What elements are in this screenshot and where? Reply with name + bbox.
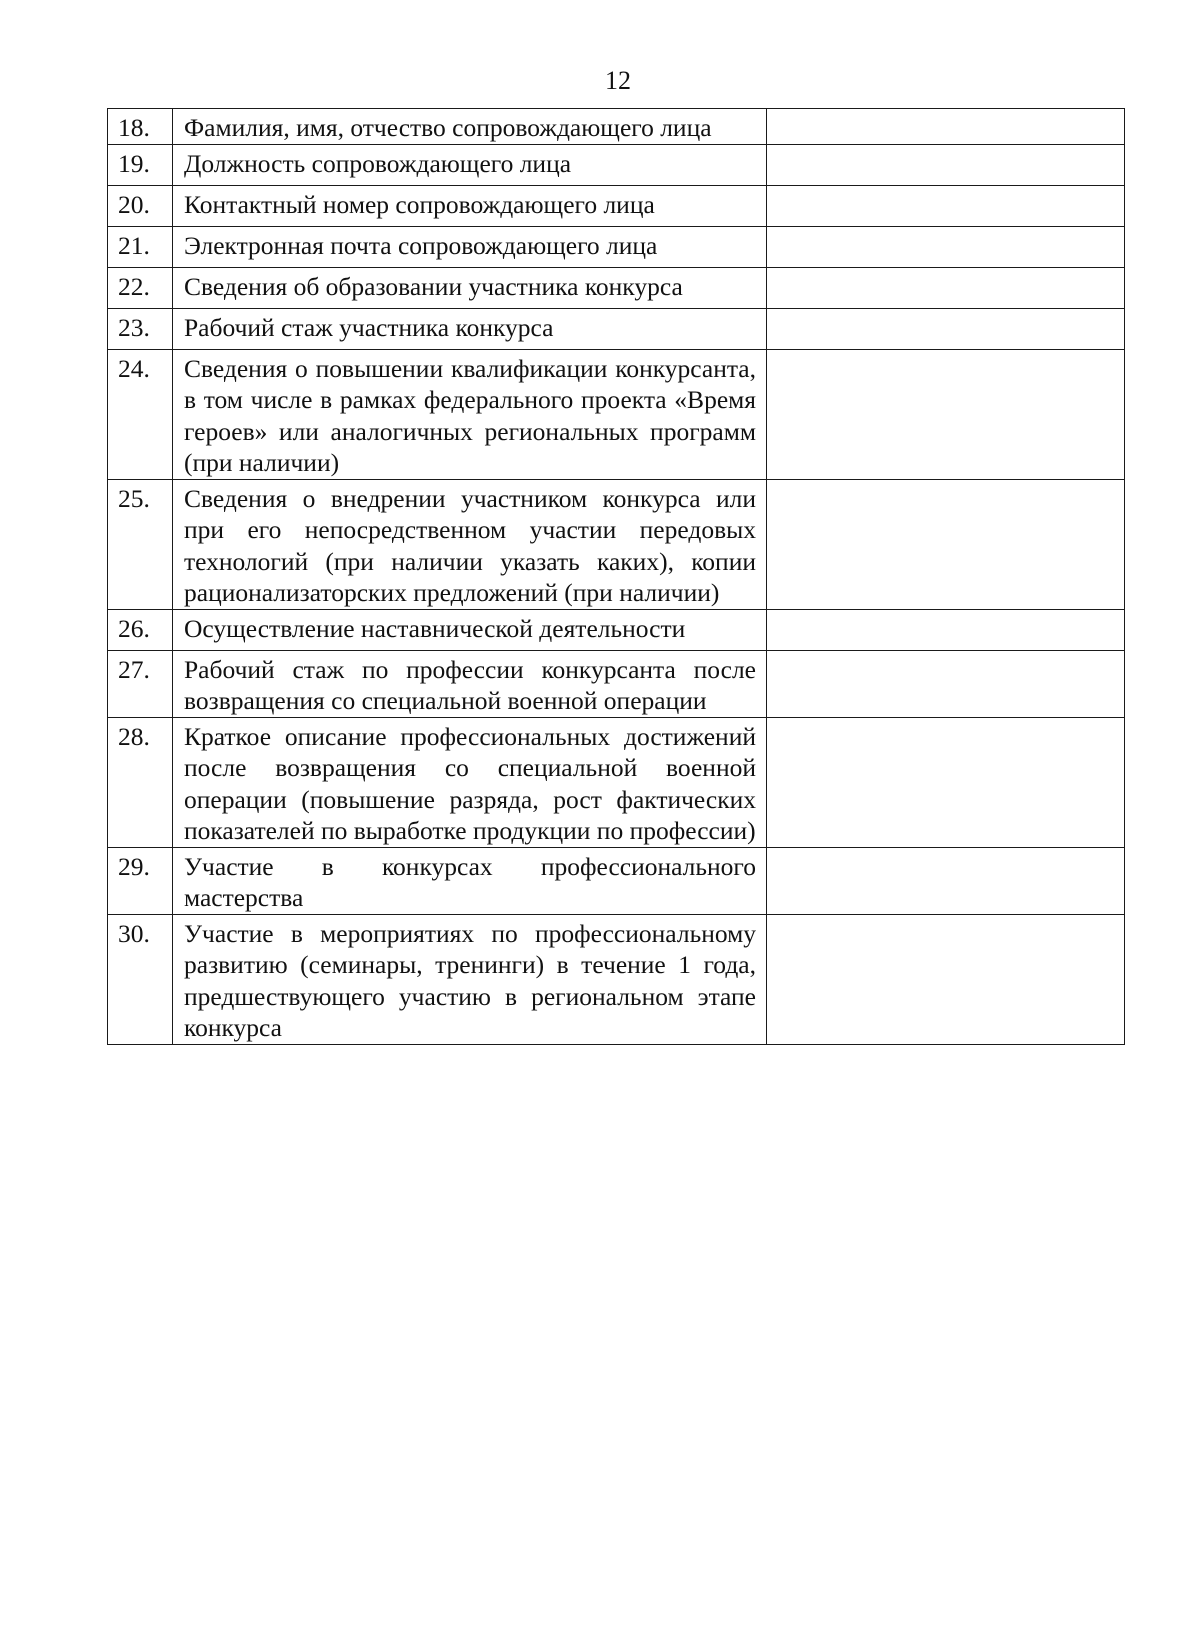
row-label: Рабочий стаж по профессии конкурсанта после возвращения со специальной военной операции bbox=[173, 650, 767, 717]
row-number: 25. bbox=[108, 479, 173, 609]
row-number: 27. bbox=[108, 650, 173, 717]
table-row bbox=[108, 349, 1125, 479]
row-value-cell[interactable] bbox=[767, 185, 1125, 226]
row-number: 29. bbox=[108, 847, 173, 914]
row-number: 19. bbox=[108, 144, 173, 185]
row-number: 24. bbox=[108, 349, 173, 479]
row-number: 21. bbox=[108, 226, 173, 267]
table-row bbox=[108, 609, 1125, 650]
row-label: Контактный номер сопровождающего лица bbox=[173, 185, 767, 226]
row-value-cell[interactable] bbox=[767, 267, 1125, 308]
row-label: Участие в конкурсах профессионального мастерства bbox=[173, 847, 767, 914]
row-number: 23. bbox=[108, 308, 173, 349]
table-row bbox=[108, 185, 1125, 226]
row-label: Осуществление наставнической деятельности bbox=[173, 609, 767, 650]
row-number: 26. bbox=[108, 609, 173, 650]
row-label: Сведения об образовании участника конкурса bbox=[173, 267, 767, 308]
row-number: 28. bbox=[108, 717, 173, 847]
row-value-cell[interactable] bbox=[767, 109, 1125, 145]
row-value-cell[interactable] bbox=[767, 650, 1125, 717]
row-label: Фамилия, имя, отчество сопровождающего лица bbox=[173, 109, 767, 145]
row-value-cell[interactable] bbox=[767, 914, 1125, 1044]
row-label: Сведения о внедрении участником конкурса или при его непосредственном участии передовых технологий (при наличии указать каких), копии рационализаторских предложений (при наличии) bbox=[173, 479, 767, 609]
row-value-cell[interactable] bbox=[767, 609, 1125, 650]
row-label: Электронная почта сопровождающего лица bbox=[173, 226, 767, 267]
table-row bbox=[108, 479, 1125, 609]
row-label: Краткое описание профессиональных достижений после возвращения со специальной военной операции (повышение разряда, рост фактических показателей по выработке продукции по профессии) bbox=[173, 717, 767, 847]
row-number: 22. bbox=[108, 267, 173, 308]
row-label: Рабочий стаж участника конкурса bbox=[173, 308, 767, 349]
table-row bbox=[108, 144, 1125, 185]
row-label: Сведения о повышении квалификации конкурсанта, в том числе в рамках федерального проекта «Время героев» или аналогичных региональных программ (при наличии) bbox=[173, 349, 767, 479]
row-value-cell[interactable] bbox=[767, 847, 1125, 914]
table-row bbox=[108, 109, 1125, 145]
row-value-cell[interactable] bbox=[767, 226, 1125, 267]
table-row bbox=[108, 914, 1125, 1044]
row-number: 18. bbox=[108, 109, 173, 145]
questionnaire-table bbox=[107, 108, 1125, 1045]
row-label: Участие в мероприятиях по профессиональному развитию (семинары, тренинги) в течение 1 года, предшествующего участию в региональном этапе конкурса bbox=[173, 914, 767, 1044]
table-row bbox=[108, 847, 1125, 914]
table-row bbox=[108, 717, 1125, 847]
row-value-cell[interactable] bbox=[767, 349, 1125, 479]
table-row bbox=[108, 226, 1125, 267]
row-number: 30. bbox=[108, 914, 173, 1044]
table-row bbox=[108, 308, 1125, 349]
row-number: 20. bbox=[108, 185, 173, 226]
page-number: 12 bbox=[605, 66, 631, 95]
row-value-cell[interactable] bbox=[767, 717, 1125, 847]
row-value-cell[interactable] bbox=[767, 144, 1125, 185]
table-row bbox=[108, 650, 1125, 717]
row-value-cell[interactable] bbox=[767, 308, 1125, 349]
table-row bbox=[108, 267, 1125, 308]
row-label: Должность сопровождающего лица bbox=[173, 144, 767, 185]
row-value-cell[interactable] bbox=[767, 479, 1125, 609]
